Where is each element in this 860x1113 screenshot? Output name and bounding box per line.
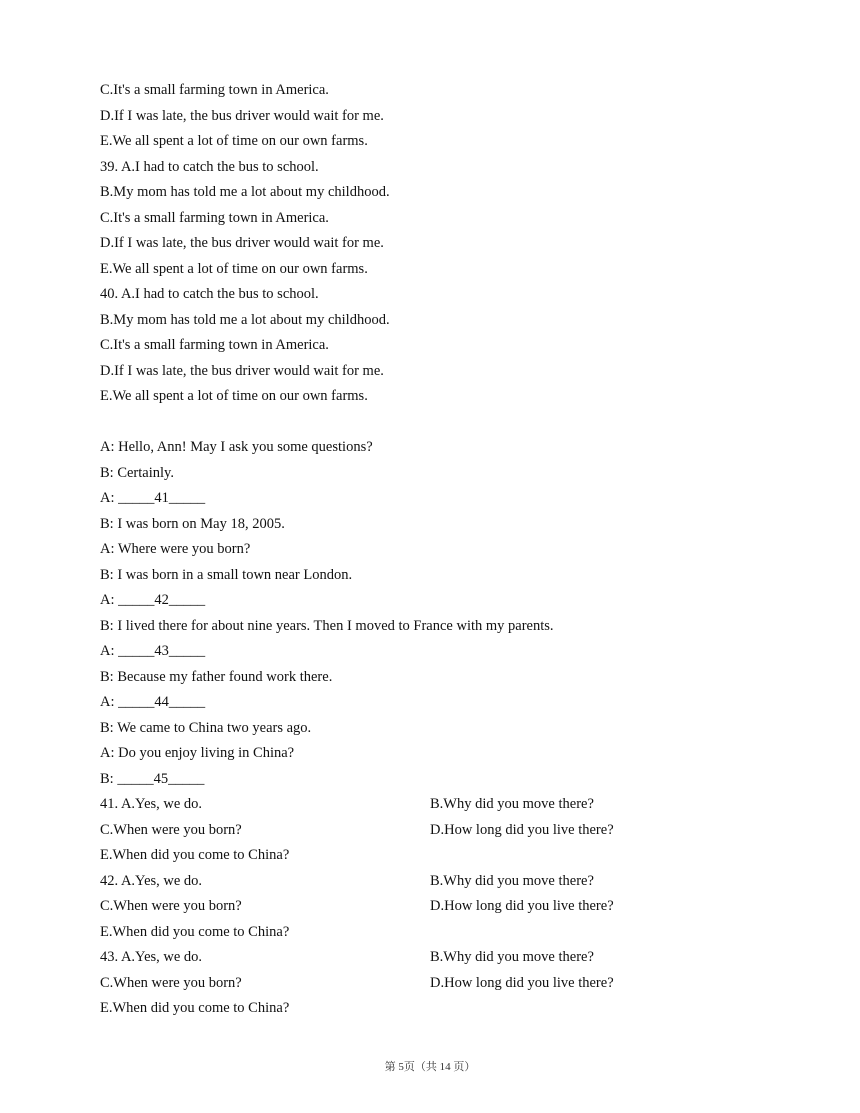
- dialogue-line: B: I lived there for about nine years. Then I moved to France with my parents.: [100, 617, 554, 634]
- page-footer: 第 5页（共 14 页）: [384, 1061, 476, 1073]
- document-page: [100, 78, 780, 1022]
- option-left: E.When did you come to China?: [100, 847, 290, 863]
- dialogue-line: B: I was born on May 18, 2005.: [100, 515, 285, 532]
- option-left: C.When were you born?: [100, 974, 242, 991]
- option-row: [100, 843, 780, 869]
- option-row: [100, 920, 780, 946]
- dialogue-block: [100, 435, 780, 792]
- option-line: E.We all spent a lot of time on our own farms.: [100, 133, 368, 149]
- dialogue-line: A: Hello, Ann! May I ask you some questions?: [100, 439, 373, 455]
- dialogue-blank-43: A: _____43_____: [100, 643, 206, 659]
- option-right: B.Why did you move there?: [430, 796, 594, 812]
- dialogue-blank-44: A: _____44_____: [100, 694, 206, 710]
- spacer: [100, 410, 780, 436]
- option-left: C.When were you born?: [100, 821, 242, 838]
- option-line: E.We all spent a lot of time on our own farms.: [100, 388, 368, 404]
- dialogue-line: B: Because my father found work there.: [100, 668, 333, 685]
- option-row: [100, 869, 780, 895]
- dialogue-blank-42: A: _____42_____: [100, 592, 206, 608]
- option-line: D.If I was late, the bus driver would wait for me.: [100, 235, 384, 251]
- option-line: D.If I was late, the bus driver would wait for me.: [100, 362, 384, 379]
- option-line: D.If I was late, the bus driver would wait for me.: [100, 107, 384, 124]
- option-line: C.It's a small farming town in America.: [100, 337, 329, 353]
- option-left: E.When did you come to China?: [100, 923, 290, 940]
- option-right: D.How long did you live there?: [430, 821, 614, 838]
- option-line: C.It's a small farming town in America.: [100, 82, 329, 98]
- option-line: B.My mom has told me a lot about my childhood.: [100, 184, 390, 200]
- dialogue-line: B: Certainly.: [100, 464, 174, 481]
- option-row: [100, 818, 780, 844]
- option-right: D.How long did you live there?: [430, 898, 614, 914]
- option-row: [100, 996, 780, 1022]
- option-row: [100, 792, 780, 818]
- question-40-option-a: 40. A.I had to catch the bus to school.: [100, 286, 319, 302]
- option-right: B.Why did you move there?: [430, 872, 594, 889]
- option-left: C.When were you born?: [100, 898, 242, 914]
- options-block-41-43: [100, 792, 780, 1022]
- option-right: [430, 843, 770, 869]
- option-row: [100, 894, 780, 920]
- question-39-option-a: 39. A.I had to catch the bus to school.: [100, 158, 319, 175]
- option-row: [100, 971, 780, 997]
- option-right: [430, 996, 770, 1022]
- dialogue-blank-41: A: _____41_____: [100, 490, 206, 506]
- dialogue-line: B: We came to China two years ago.: [100, 719, 312, 736]
- option-right: B.Why did you move there?: [430, 949, 594, 965]
- dialogue-line: A: Where were you born?: [100, 541, 251, 557]
- dialogue-line: A: Do you enjoy living in China?: [100, 745, 295, 761]
- option-right: [430, 920, 770, 946]
- option-left: 43. A.Yes, we do.: [100, 949, 203, 965]
- option-line: E.We all spent a lot of time on our own farms.: [100, 260, 368, 277]
- option-row: [100, 945, 780, 971]
- dialogue-blank-45: B: _____45_____: [100, 770, 205, 787]
- dialogue-line: B: I was born in a small town near London.: [100, 566, 353, 583]
- option-left: E.When did you come to China?: [100, 1000, 290, 1016]
- option-left: 42. A.Yes, we do.: [100, 872, 203, 889]
- option-line: B.My mom has told me a lot about my childhood.: [100, 311, 390, 328]
- options-block-38-40: [100, 78, 780, 410]
- option-right: D.How long did you live there?: [430, 974, 614, 991]
- option-left: 41. A.Yes, we do.: [100, 796, 203, 812]
- option-line: C.It's a small farming town in America.: [100, 209, 329, 226]
